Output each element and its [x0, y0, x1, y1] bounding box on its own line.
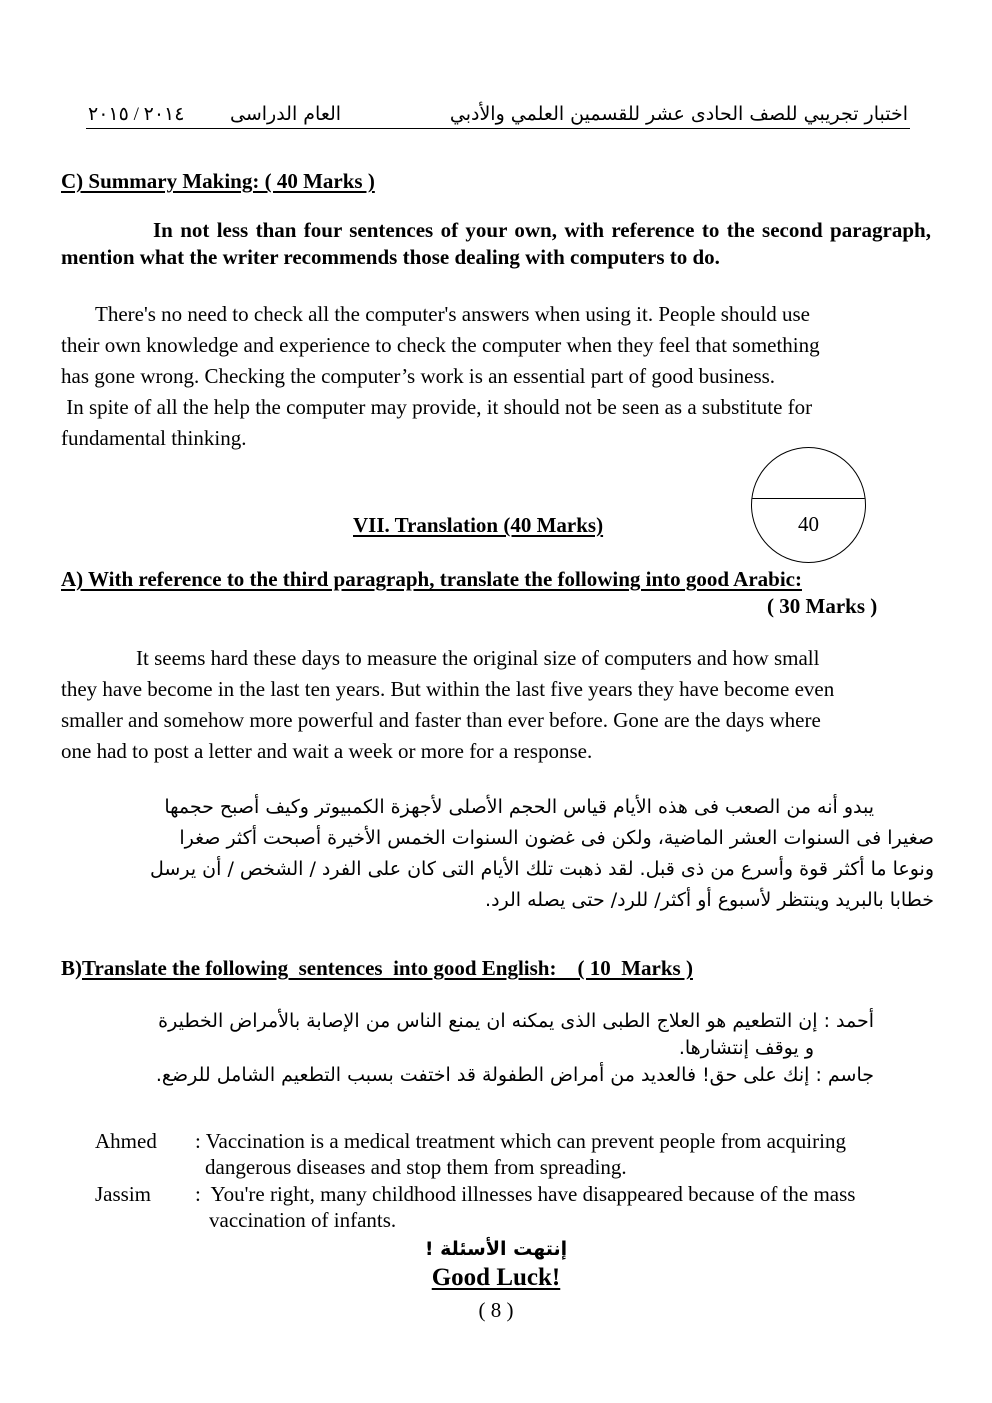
dialogue-line: أحمد : إن التطعيم هو العلاج الطبى الذى يمكنه ان يمنع الناس من الإصابة بالأمراض الخطيرة [158, 1010, 874, 1032]
dialogue-continuation: dangerous diseases and stop them from spreading. [205, 1155, 627, 1179]
part-a-marks: ( 30 Marks ) [767, 594, 878, 618]
end-of-questions: إنتهت الأسئلة ! [424, 1238, 568, 1260]
dialogue-continuation: vaccination of infants. [209, 1208, 397, 1232]
english-dialogue-ahmed [95, 1128, 955, 1180]
passage-line: It seems hard these days to measure the original size of computers and how small [136, 646, 820, 670]
summary-line: fundamental thinking. [61, 426, 247, 450]
part-b-heading: Translate the following sentences into good English: ( 10 Marks ) [82, 956, 693, 980]
school-year-label: العام الدراسى [230, 103, 342, 125]
speaker-name: Ahmed [95, 1129, 157, 1153]
good-luck-text: Good Luck! [431, 1264, 561, 1291]
page-number: ( 8 ) [478, 1298, 514, 1322]
translation-heading: VII. Translation (40 Marks) [353, 513, 604, 537]
arabic-line: ونوعا ما أكثر قوة وأسرع من ذى قبل. لقد ذهبت تلك الأيام التى كان على الفرد / الشخص / أن يرسل [150, 858, 934, 880]
part-a-english-passage [61, 643, 941, 767]
exam-title: اختبار تجريبي للصف الحادى عشر للقسمين العلمي والأدبي [449, 103, 908, 125]
passage-line: they have become in the last ten years. But within the last five years they have become even [61, 677, 835, 701]
summary-instruction: In not less than four sentences of your own, with reference to the second paragraph, mention what the writer recommends those dealing with computers to do. [61, 218, 931, 269]
part-a-arabic-translation [88, 792, 934, 916]
summary-line: has gone wrong. Checking the computer’s work is an essential part of good business. [61, 364, 776, 388]
passage-line: smaller and somehow more powerful and faster than ever before. Gone are the days where [61, 708, 821, 732]
school-year: ٢٠١٤ / ٢٠١٥ [88, 104, 185, 125]
score-circle [751, 447, 866, 563]
part-b-heading-row [61, 956, 693, 981]
summary-heading: C) Summary Making: ( 40 Marks ) [61, 169, 375, 193]
summary-line: In spite of all the help the computer may provide, it should not be seen as a substitute for [61, 395, 813, 419]
summary-line: There's no need to check all the computer's answers when using it. People should use [95, 302, 810, 326]
speaker-name: أحمد [836, 1010, 874, 1032]
part-b-arabic-dialogue [54, 1006, 874, 1090]
english-dialogue-jassim [95, 1181, 955, 1233]
score-divider [752, 498, 865, 499]
arabic-line: يبدو أنه من الصعب فى هذه الأيام قياس الحجم الأصلى لأجهزة الكمبيوتر وكيف أصبح حجمها [164, 796, 874, 818]
good-luck [396, 1264, 596, 1292]
header-divider [86, 128, 910, 129]
score-total: 40 [798, 512, 819, 536]
arabic-line: صغيرا فى السنوات العشر الماضية، ولكن فى غضون السنوات الخمس الأخيرة أصبحت أكثر صغرا [179, 827, 934, 849]
speaker-name: Jassim [95, 1182, 152, 1206]
dialogue-text: إنك على حق! فالعديد من أمراض الطفولة قد اختفت بسبب التطعيم الشامل للرضع. [155, 1064, 810, 1086]
dialogue-text: : Vaccination is a medical treatment which can prevent people from acquiring [195, 1129, 846, 1153]
summary-line: their own knowledge and experience to check the computer when they feel that something [61, 333, 820, 357]
summary-answer [61, 299, 941, 454]
dialogue-text: إن التطعيم هو العلاج الطبى الذى يمكنه ان يمنع الناس من الإصابة بالأمراض الخطيرة [158, 1010, 818, 1032]
part-a-heading: A) With reference to the third paragraph, translate the following into good Arabic: [61, 567, 802, 591]
part-b-prefix: B) [61, 956, 82, 980]
passage-line: one had to post a letter and wait a week or more for a response. [61, 739, 593, 763]
dialogue-text: : You're right, many childhood illnesses have disappeared because of the mass [195, 1182, 856, 1206]
arabic-line: خطابا بالبريد وينتظر لأسبوع أو أكثر/ للرد/ حتى يصله الرد. [485, 889, 934, 911]
dialogue-continuation: و يوقف إنتشارها. [678, 1037, 814, 1059]
dialogue-line: جاسم : إنك على حق! فالعديد من أمراض الطفولة قد اختفت بسبب التطعيم الشامل للرضع. [155, 1064, 874, 1086]
speaker-name: جاسم [827, 1064, 874, 1086]
